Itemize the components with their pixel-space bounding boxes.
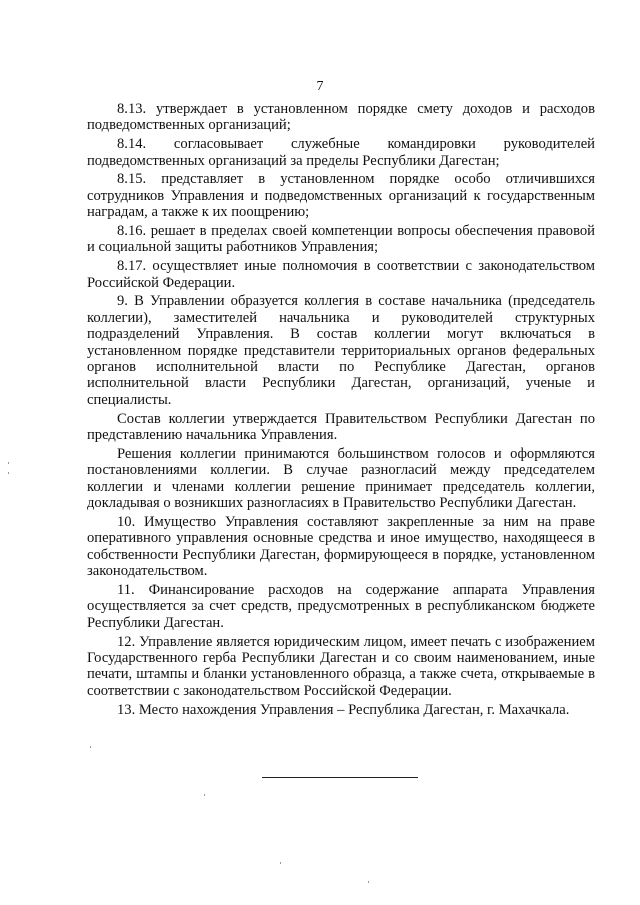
- paragraph-collegium-decisions: Решения коллегии принимаются большинством голосов и оформляются постановлениями коллегии. В случае разногласий между председателем коллегии и членами коллегии решение принимает председатель коллегии, докладывая о возникших разногласиях в Правительство Республики Дагестан.: [87, 445, 595, 512]
- scan-speck: [8, 462, 9, 464]
- scan-speck: [280, 862, 281, 864]
- scan-speck: [204, 794, 205, 796]
- paragraph-8-13: 8.13. утверждает в установленном порядке смету доходов и расходов подведомственных организаций;: [87, 101, 595, 134]
- paragraph-10: 10. Имущество Управления составляют закрепленные за ним на праве оперативного управления основные средства и иное имущество, находящееся в собственности Республики Дагестан, формирующееся в порядке, установленном законодательством.: [87, 513, 595, 580]
- paragraph-11: 11. Финансирование расходов на содержание аппарата Управления осуществляется за счет средств, предусмотренных в республиканском бюджете Республики Дагестан.: [87, 581, 595, 631]
- scan-speck: [8, 472, 9, 474]
- paragraph-8-17: 8.17. осуществляет иные полномочия в соответствии с законодательством Российской Федерации.: [87, 258, 595, 291]
- paragraph-8-14: 8.14. согласовывает служебные командировки руководителей подведомственных организаций за пределы Республики Дагестан;: [87, 136, 595, 169]
- paragraph-12: 12. Управление является юридическим лицом, имеет печать с изображением Государственного герба Республики Дагестан и со своим наименованием, иные печати, штампы и бланки установленного образца, а также счета, открываемые в соответствии с законодательством Российской Федерации.: [87, 633, 595, 699]
- scan-speck: [368, 881, 369, 883]
- paragraph-8-16: 8.16. решает в пределах своей компетенции вопросы обеспечения правовой и социальной защиты работников Управления;: [87, 223, 595, 256]
- document-body: [87, 101, 595, 718]
- page-number: 7: [316, 79, 324, 94]
- paragraph-collegium-composition: Состав коллегии утверждается Правительством Республики Дагестан по представлению начальника Управления.: [87, 410, 595, 444]
- paragraph-9: 9. В Управлении образуется коллегия в составе начальника (председатель коллегии), заместителей начальника и руководителей структурных подразделений Управления. В состав коллегии могут включаться в установленном порядке представители территориальных органов федеральных органов исполнительной власти по Республике Дагестан, органов исполнительной власти Республики Дагестан, организаций, ученые и специалисты.: [87, 293, 595, 408]
- end-of-text-rule: [262, 777, 418, 778]
- scan-speck: [90, 746, 91, 748]
- paragraph-8-15: 8.15. представляет в установленном порядке особо отличившихся сотрудников Управления и подведомственных организаций к государственным наградам, а также к их поощрению;: [87, 171, 595, 221]
- paragraph-13: 13. Место нахождения Управления – Республика Дагестан, г. Махачкала.: [117, 701, 570, 718]
